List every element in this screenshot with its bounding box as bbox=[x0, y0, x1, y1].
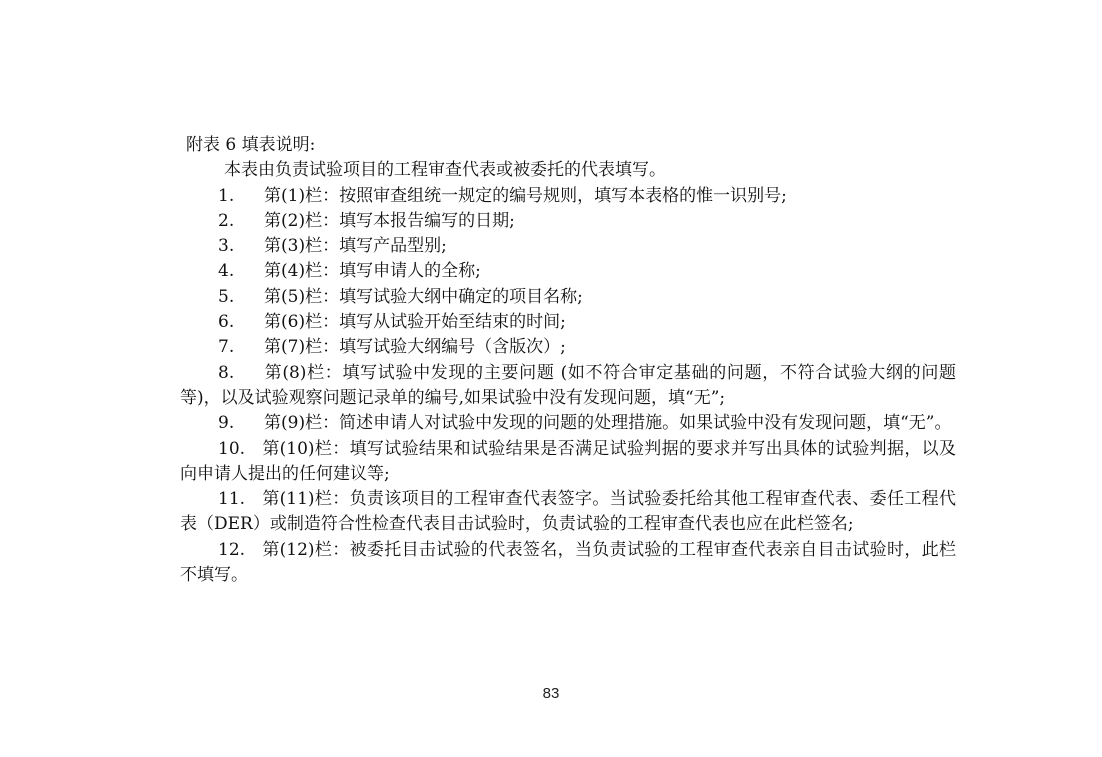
item-number: 6. bbox=[218, 312, 235, 333]
item-number: 1. bbox=[218, 185, 235, 206]
item-text: 第(5)栏：填写试验大纲中确定的项目名称; bbox=[264, 286, 583, 307]
item-number: 3. bbox=[218, 236, 235, 257]
list-item-2 bbox=[180, 209, 956, 234]
item-number: 12. bbox=[218, 539, 246, 560]
item-text: 第(4)栏：填写申请人的全称; bbox=[264, 261, 481, 282]
list-item-10 bbox=[180, 437, 956, 488]
intro-paragraph: 本表由负责试验项目的工程审查代表或被委托的代表填写。 bbox=[224, 160, 666, 181]
item-text: 第(6)栏：填写从试验开始至结束的时间; bbox=[264, 312, 566, 333]
list-item-7 bbox=[180, 335, 956, 360]
list-item-1 bbox=[180, 184, 956, 209]
item-text: 第(9)栏：简述申请人对试验中发现的问题的处理措施。如果试验中没有发现问题，填“无”。 bbox=[264, 413, 952, 434]
item-text: 第(2)栏：填写本报告编写的日期; bbox=[264, 210, 515, 231]
item-text: 第(10)栏：填写试验结果和试验结果是否满足试验判据的要求并写出具体的试验判据，以及向申请人提出的任何建议等; bbox=[180, 438, 956, 484]
item-number: 4. bbox=[218, 261, 235, 282]
list-item-8 bbox=[180, 361, 956, 412]
item-text: 第(8)栏：填写试验中发现的主要问题 (如不符合审定基础的问题，不符合试验大纲的问题等)，以及试验观察问题记录单的编号,如果试验中没有发现问题，填“无”; bbox=[180, 362, 956, 408]
instructions-body bbox=[180, 133, 956, 588]
list-item-5 bbox=[180, 285, 956, 310]
item-text: 第(12)栏：被委托目击试验的代表签名，当负责试验的工程审查代表亲自目击试验时，此栏不填写。 bbox=[180, 539, 956, 586]
item-text: 第(11)栏：负责该项目的工程审查代表签字。当试验委托给其他工程审查代表、委任工程代表（DER）或制造符合性检查代表目击试验时，负责试验的工程审查代表也应在此栏签名; bbox=[180, 489, 956, 535]
item-number: 2. bbox=[218, 210, 235, 231]
item-number: 7. bbox=[218, 337, 235, 358]
list-item-11 bbox=[180, 487, 956, 538]
item-number: 9. bbox=[218, 413, 235, 434]
item-text: 第(3)栏：填写产品型别; bbox=[264, 236, 447, 257]
item-number: 11. bbox=[218, 489, 246, 510]
section-heading: 附表 6 填表说明: bbox=[186, 135, 316, 155]
list-item-6 bbox=[180, 310, 956, 335]
item-text: 第(1)栏：按照审查组统一规定的编号规则，填写本表格的惟一识别号; bbox=[264, 185, 787, 206]
list-item-9 bbox=[180, 411, 956, 436]
list-item-4 bbox=[180, 259, 956, 284]
list-item-3 bbox=[180, 234, 956, 259]
item-number: 10. bbox=[218, 438, 246, 459]
item-number: 8. bbox=[218, 362, 235, 383]
item-number: 5. bbox=[218, 286, 235, 307]
page-number: 83 bbox=[542, 685, 560, 702]
item-text: 第(7)栏：填写试验大纲编号（含版次）; bbox=[264, 337, 566, 358]
list-item-12 bbox=[180, 538, 956, 589]
